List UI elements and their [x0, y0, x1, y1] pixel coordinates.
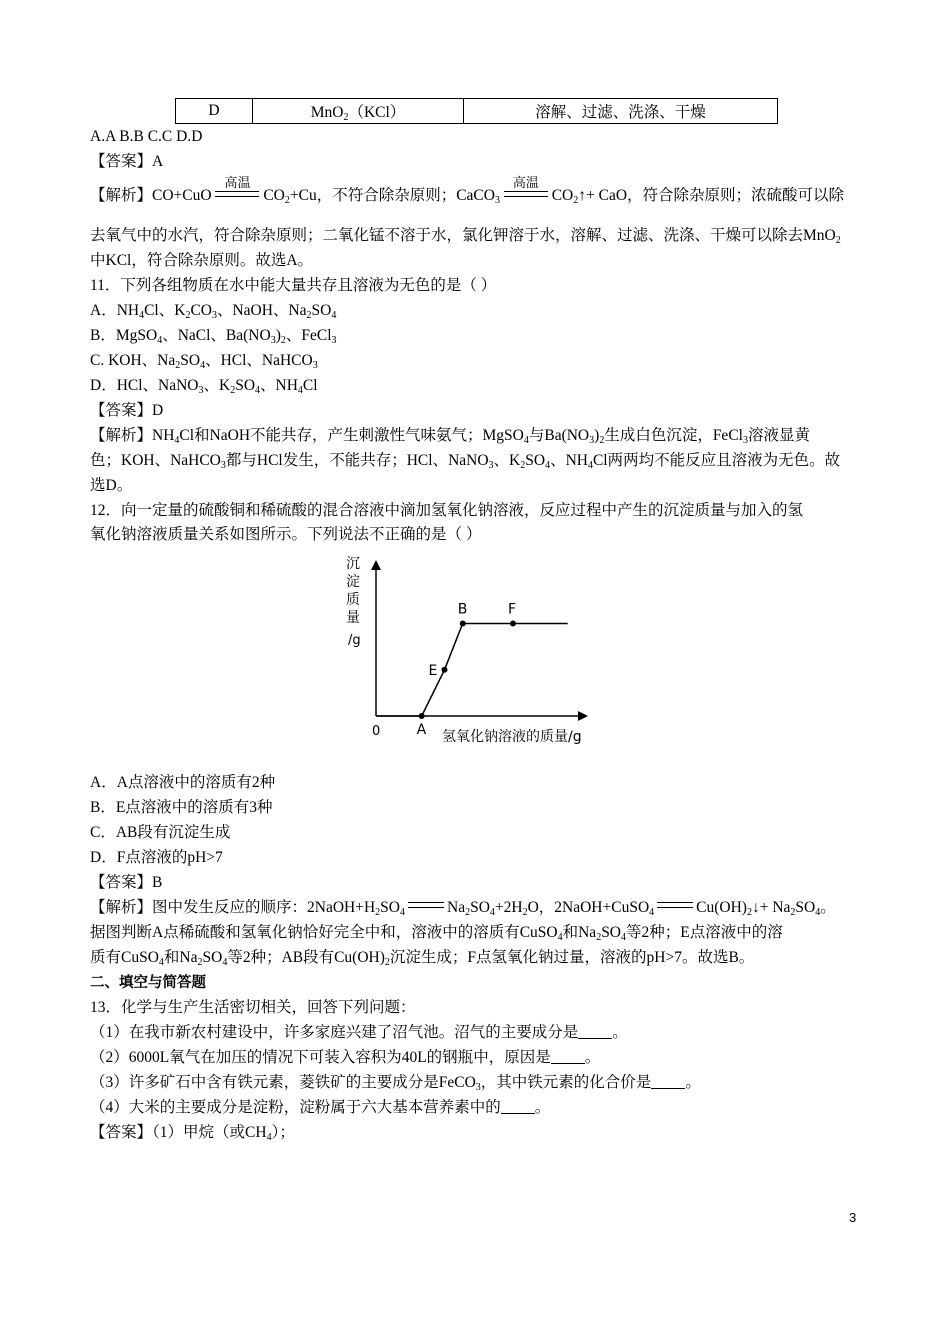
y-label-unit: /g	[348, 633, 361, 648]
answer-blank[interactable]	[578, 1024, 612, 1039]
q13-part4: （4）大米的主要成分是淀粉，淀粉属于六大基本营养素中的 。	[90, 1099, 551, 1116]
answer-blank[interactable]	[651, 1074, 685, 1089]
x-axis-arrow	[578, 711, 588, 721]
precipitate-mass-chart	[340, 550, 610, 750]
q12-option-b: B．E点溶液中的溶质有3种	[90, 799, 273, 816]
q11-option-d: D．HCl、NaNO$_3$、$K_2SO_4$、$NH_4Cl$	[90, 377, 318, 396]
q10-analysis-line3: 中KCl，符合除杂原则。故选A。	[90, 252, 314, 269]
q13-stem: 13．化学与生产生活密切相关，回答下列问题：	[90, 999, 416, 1016]
q11-analysis-line1: 【解析】$NH_4Cl$和NaOH不能共存，产生刺激性气味氨气；MgSO$_4$与$Ba(NO_3)_2$生成白色沉淀，FeCl$_3$溶液显黄	[90, 427, 810, 446]
q12-stem-line2: 氧化钠溶液质量关系如图所示。下列说法不正确的是（ ）	[90, 526, 482, 543]
data-label-E: E	[428, 662, 438, 679]
y-axis-arrow	[371, 560, 381, 570]
q11-analysis-line3: 选D。	[90, 477, 133, 494]
equation-equals-2	[657, 902, 693, 908]
data-label-F: F	[507, 601, 517, 618]
data-point-A	[419, 713, 425, 719]
q11-stem: 11．下列各组物质在水中能大量共存且溶液为无色的是（ ）	[90, 277, 497, 294]
q10-options: A.A B.B C.C D.D	[90, 128, 203, 145]
q13-part2: （2）6000L氧气在加压的情况下可装入容积为40L的钢瓶中，原因是 。	[90, 1049, 601, 1066]
q12-option-c: C．AB段有沉淀生成	[90, 824, 231, 841]
y-label-4: 量	[346, 610, 360, 626]
answer-blank[interactable]	[551, 1049, 585, 1064]
q12-option-a: A．A点溶液中的溶质有2种	[90, 774, 276, 791]
q11-option-a: A．$NH_4Cl$、$K_2CO_3$、NaOH、$Na_2SO_4$	[90, 302, 337, 321]
q11-analysis-line2: 色；KOH、NaHCO$_3$都与HCl发生，不能共存；HCl、NaNO$_3$、$K_2SO_4$、$NH_4Cl$两两均不能反应且溶液为无色。故	[90, 452, 841, 471]
origin-label: 0	[372, 724, 381, 739]
q12-analysis-line2: 据图判断A点稀硫酸和氢氧化钠恰好完全中和，溶液中的溶质有CuSO$_4$和$Na_2SO_4$等2种；E点溶液中的溶	[90, 924, 783, 943]
table-cell-substance: MnO$_2$（KCl）	[253, 99, 464, 124]
q12-stem-line1: 12．向一定量的硫酸铜和稀硫酸的混合溶液中滴加氢氧化钠溶液，反应过程中产生的沉淀质量与加入的氢	[90, 502, 804, 519]
data-point-F	[510, 621, 516, 627]
q11-option-c: C. KOH、$Na_2SO_4$、HCl、NaHCO$_3$	[90, 352, 318, 371]
q10-answer: 【答案】A	[90, 153, 164, 170]
q13-answer: 【答案】（1）甲烷（或$CH_4$）；	[90, 1124, 295, 1143]
q12-analysis-line1: 【解析】图中发生反应的顺序：$2NaOH+H_2SO_4$ $Na_2SO_4+2H_2O$，2NaOH+CuSO$_4$ $Cu(OH)_2↓+ Na_2SO_4$。	[90, 899, 836, 918]
q12-answer: 【答案】B	[90, 874, 163, 891]
section-heading: 二、填空与简答题	[90, 975, 206, 991]
q12-analysis-line3: 质有CuSO$_4$和$Na_2SO_4$等2种；AB段有$Cu(OH)_2$沉淀生成；F点氢氧化钠过量，溶液的pH>7。故选B。	[90, 949, 755, 968]
table-cell-method: 溶解、过滤、洗涤、干燥	[464, 99, 778, 124]
reaction-condition-high-temp: 高温	[215, 186, 259, 200]
options-table	[175, 98, 778, 124]
q10-analysis-line1: 【解析】CO+CuO 高温 $CO_2+Cu$，不符合除杂原则；CaCO$_3$ 高温 $CO_2↑+$ CaO，符合除杂原则；浓硫酸可以除	[90, 176, 845, 206]
q13-part1: （1）在我市新农村建设中，许多家庭兴建了沼气池。沼气的主要成分是 。	[90, 1024, 628, 1041]
chart-axes	[371, 560, 588, 721]
data-label-A: A	[416, 722, 427, 738]
answer-blank[interactable]	[501, 1099, 535, 1114]
data-point-B	[460, 621, 466, 627]
y-label-1: 沉	[346, 556, 360, 572]
q11-answer: 【答案】D	[90, 402, 164, 419]
q12-option-d: D．F点溶液的pH>7	[90, 849, 223, 866]
x-axis-label: 氢氧化钠溶液的质量/g	[442, 729, 582, 745]
reaction-condition-high-temp-2: 高温	[504, 186, 548, 200]
table-row	[176, 99, 778, 124]
q10-analysis-line2: 去氧气中的水汽，符合除杂原则；二氧化锰不溶于水，氯化钾溶于水，溶解、过滤、洗涤、干燥可以除去MnO$_2$	[90, 227, 841, 246]
q11-option-b: B．MgSO$_4$、NaCl、$Ba(NO_3)_2$、FeCl$_3$	[90, 327, 337, 346]
y-label-3: 质	[346, 592, 360, 608]
page-number: 3	[849, 1210, 857, 1225]
data-label-B: B	[457, 601, 468, 618]
y-label-2: 淀	[346, 574, 360, 590]
data-point-E	[441, 667, 447, 673]
table-cell-option: D	[176, 99, 253, 124]
q13-part3: （3）许多矿石中含有铁元素，菱铁矿的主要成分是FeCO$_3$，其中铁元素的化合价是 。	[90, 1074, 701, 1093]
equation-equals	[408, 902, 444, 908]
series-line	[376, 624, 568, 717]
